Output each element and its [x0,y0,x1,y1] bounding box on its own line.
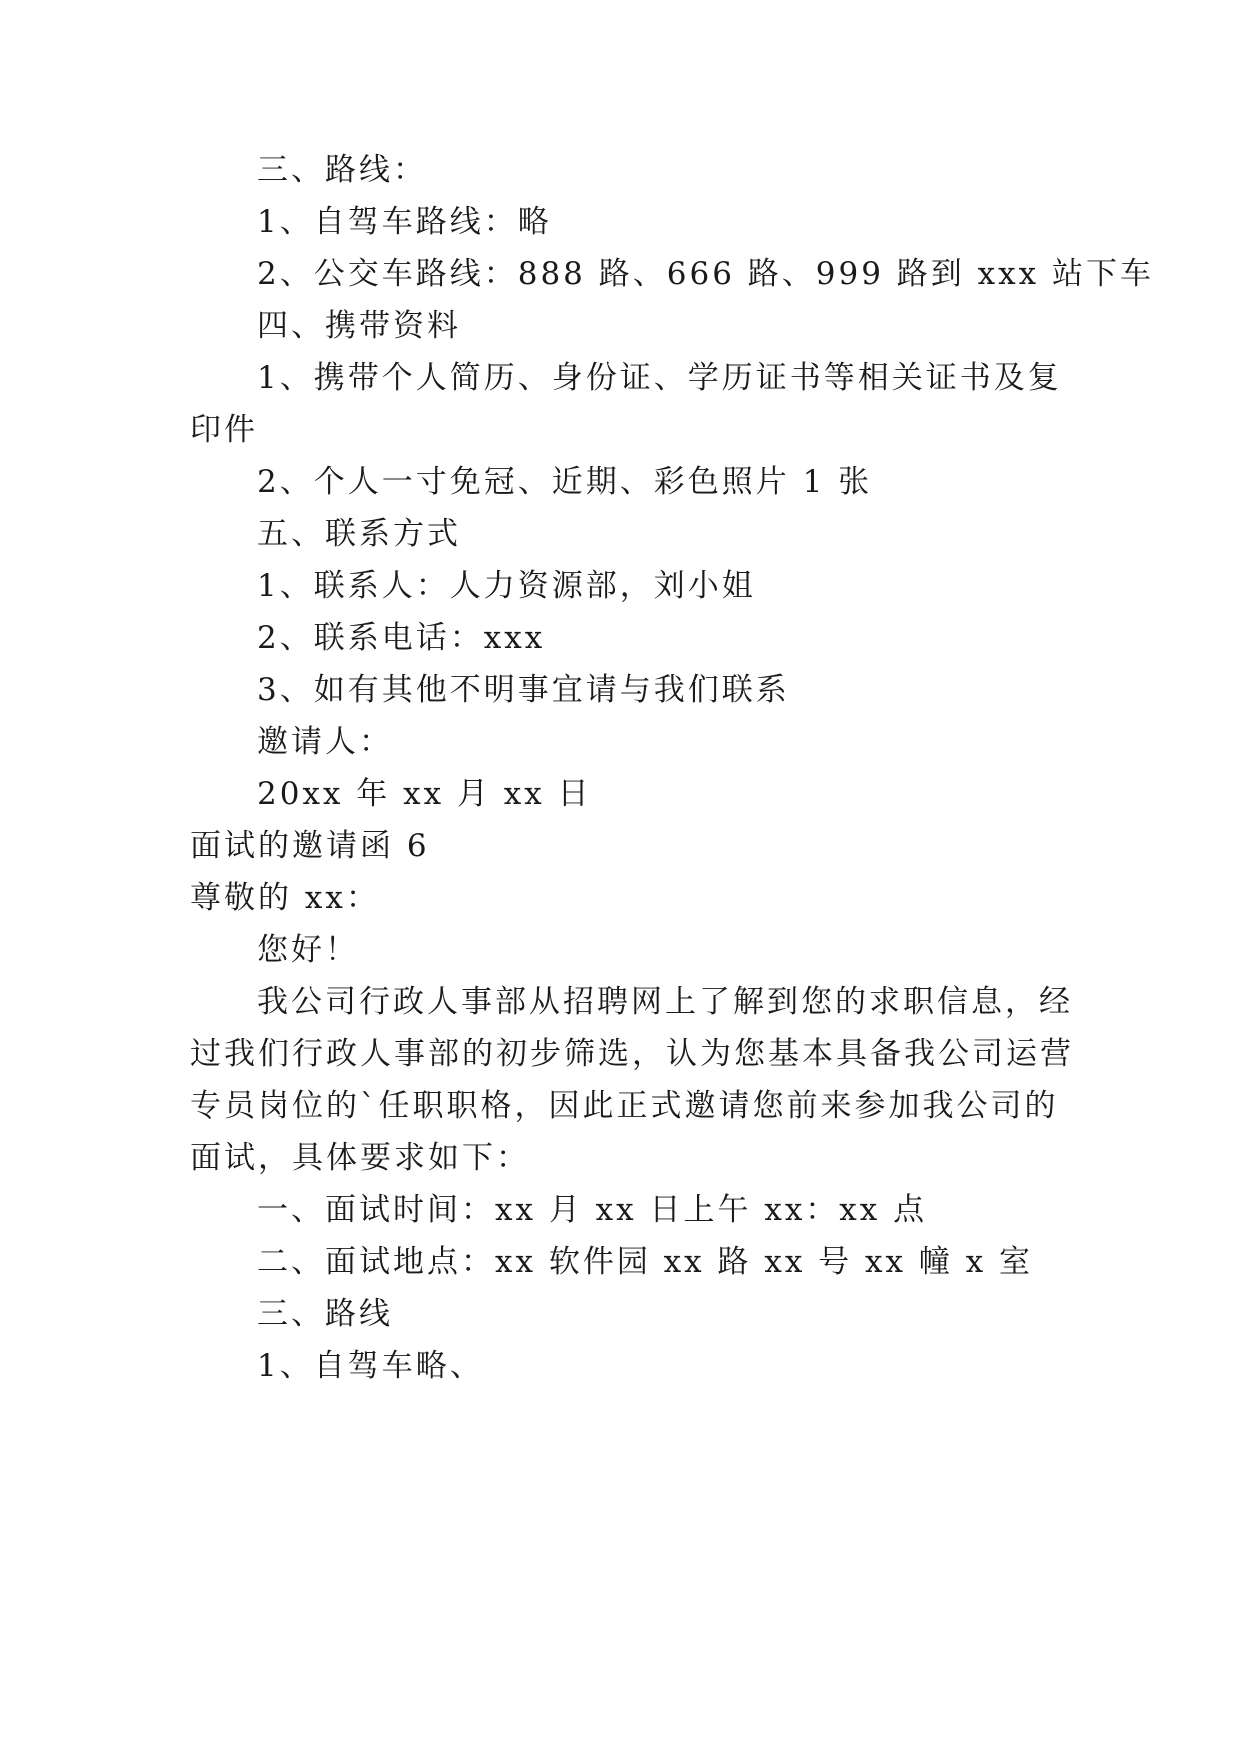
materials-item-1: 1、携带个人简历、身份证、学历证书等相关证书及复 [257,360,1062,396]
materials-item-2: 2、个人一寸免冠、近期、彩色照片 1 张 [257,464,873,500]
body-paragraph-line-4: 面试，具体要求如下： [190,1140,530,1176]
contact-note: 3、如有其他不明事宜请与我们联系 [257,672,790,708]
letter-title: 面试的邀请函 6 [190,828,430,864]
section-heading-contact: 五、联系方式 [257,516,461,552]
body-paragraph-line-3: 专员岗位的`任职职格，因此正式邀请您前来参加我公司的 [190,1088,1059,1124]
section-heading-route-2: 三、路线 [257,1296,393,1332]
contact-person: 1、联系人：人力资源部，刘小姐 [257,568,756,604]
section-heading-materials: 四、携带资料 [257,308,461,344]
route-item-car-2: 1、自驾车略、 [257,1348,484,1384]
section-heading-route: 三、路线： [257,152,427,188]
contact-phone: 2、联系电话：xxx [257,620,546,656]
greeting: 您好！ [257,932,359,968]
body-paragraph-line-2: 过我们行政人事部的初步筛选，认为您基本具备我公司运营 [190,1036,1074,1072]
route-item-car: 1、自驾车路线：略 [257,204,552,240]
body-paragraph-line-1: 我公司行政人事部从招聘网上了解到您的求职信息，经 [257,984,1073,1020]
materials-item-1-cont: 印件 [190,412,258,448]
date-line: 20xx 年 xx 月 xx 日 [257,776,592,812]
interview-time: 一、面试时间：xx 月 xx 日上午 xx：xx 点 [257,1192,928,1228]
route-item-bus: 2、公交车路线：888 路、666 路、999 路到 xxx 站下车 [257,256,1154,292]
interview-location: 二、面试地点：xx 软件园 xx 路 xx 号 xx 幢 x 室 [257,1244,1034,1280]
inviter-label: 邀请人： [257,724,393,760]
salutation: 尊敬的 xx： [190,880,380,916]
